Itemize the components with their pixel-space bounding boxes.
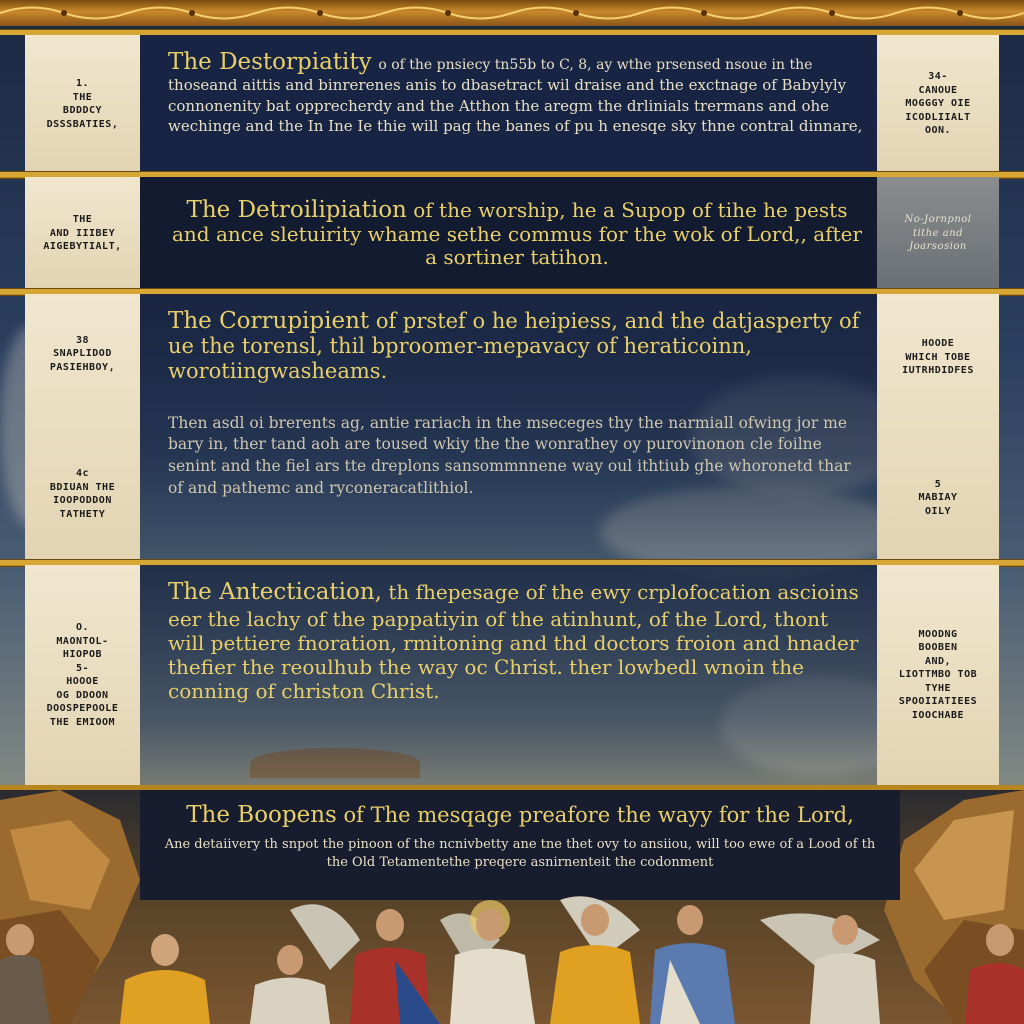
right-note-2: No-Jornpnol tithe and Joarsosion — [877, 177, 999, 290]
panel-body: thoseand aittis and binrerenes anis to dbasetract wil draise and the exctnage of Babylyly connonenity bat opprecherdy and the Atthon the aregm the drlinials trermans and ohe wechinge and the In Ine Ie thie will pag the banes of pu h enesqe sky thne contral dinnare, — [168, 76, 863, 135]
panel-heading: The Boopens of The mesqage preafore the wayy for the Lord, — [186, 802, 854, 828]
section-row-1 — [0, 30, 1024, 178]
panel-heading: The Antectication, th fhepesage of the ewy crplofocation ascioins eer the lachy of the pappatiyin of the atinhunt, of the Lord, thont will pettiere fnoration, rmitoning and thd doctors froion and hnader thefier the reoulhub the way oc Christ. ther lowbedl wnoin the conning of christon Christ. — [168, 579, 859, 703]
text-panel-1 — [140, 35, 894, 173]
text-panel-2 — [140, 177, 894, 290]
text-panel-3 — [140, 294, 894, 561]
figure-group — [0, 900, 1024, 1024]
section-row-3 — [0, 289, 1024, 566]
left-note-3: 38 SNAPLIDOD PASIEHBOY, 4c BDIUAN THE IOOPODDON TATHETY — [25, 294, 140, 561]
section-row-4 — [0, 560, 1024, 790]
left-note-4: O. MAONTOL- HIOPOB 5- HOOOE OG DDOON DOOSPEPOOLE THE EMIOOM — [25, 565, 140, 785]
right-note-1: 34- CANOUE MOGGGY OIE ICODLIIALT OON. — [877, 35, 999, 173]
panel-heading: The Destorpiatity o of the pnsiecy tn55b to C, 8, ay wthe prsensed nsoue in the — [168, 49, 813, 75]
renaissance-figures — [0, 880, 1024, 1024]
panel-heading: The Detroilipiation of the worship, he a Supop of tihe he pests and ance sletuirity whame sethe commus for the wok of Lord,, after a sortiner tatihon. — [171, 197, 863, 270]
text-panel-4 — [140, 565, 894, 785]
panel-body: Ane detaiivery th snpot the pinoon of the ncnivbetty ane tne thet ovy to ansiiou, will too ewe of a Lood of th the Old Tetamentethe preqere asnirnenteit the codonment — [164, 837, 876, 870]
right-note-4: MOODNG BOOBEN AND, LIOTTMBO TOB TYHE SPOOIIATIEES IOOCHABE — [877, 565, 999, 785]
panel-body: Then asdl oi brerents ag, antie rariach in the mseceges thy the narmiall ofwing jor me bary in, ther tand aoh are toused wkiy the the wonrathey oy purovinonon cle foilne senint and the fiel ars tte dreplons sansommnnene way oul ithtiub ghe whoronetd thar of and pathemc and ryconeracatlithiol. — [168, 413, 851, 497]
left-note-2: THE AND IIIBEY AIGEBYTIALT, — [25, 177, 140, 290]
panel-heading: The Corrupipient of prstef o he heipiess, and the datjasperty of ue the torensl, thil bproomer-mepavacy of heraticoinn, worotiingwasheams. — [168, 308, 860, 383]
top-ornamental-frieze — [0, 0, 1024, 29]
right-note-3: HOODE WHICH TOBE IUTRHDIDFES 5 MABIAY OILY — [877, 294, 999, 561]
section-row-2 — [0, 172, 1024, 295]
left-note-1: 1. THE BDDDCY DSSSBATIES, — [25, 35, 140, 173]
